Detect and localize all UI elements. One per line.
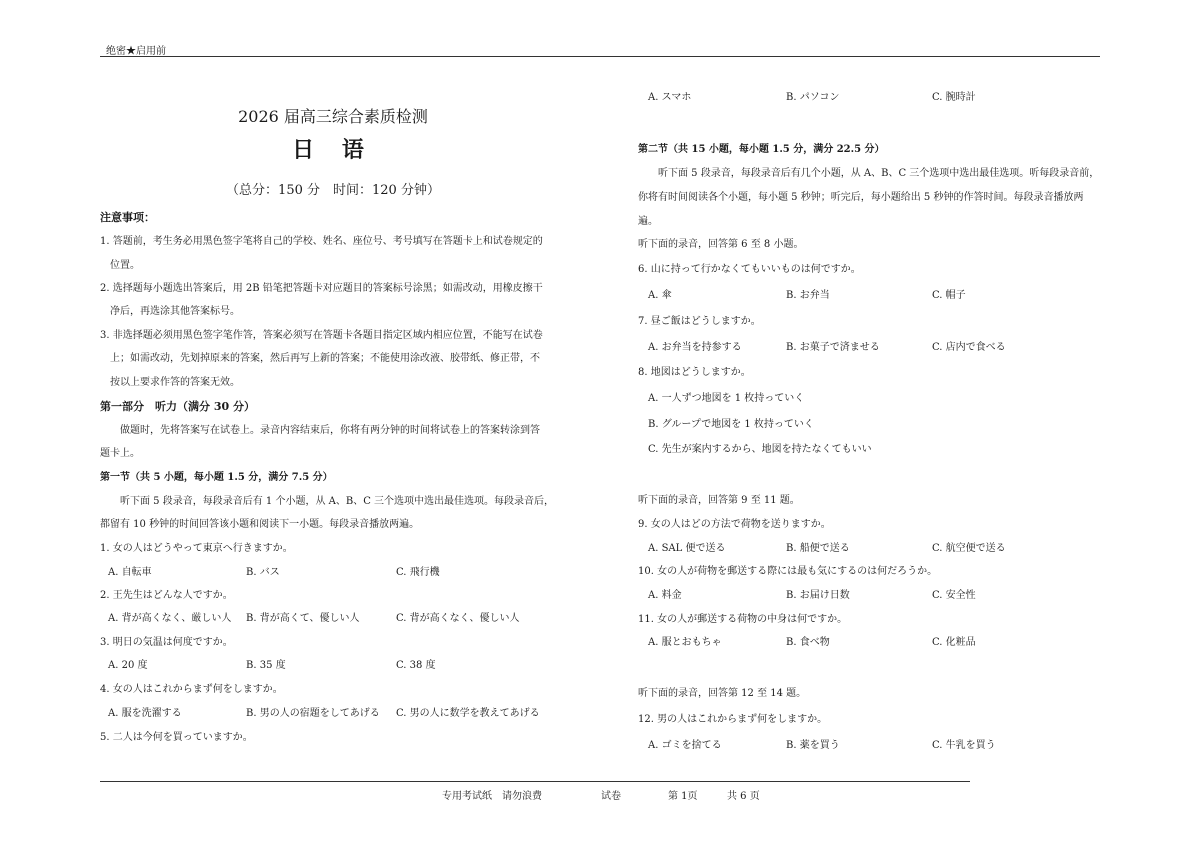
option-b: B. パソコン: [786, 92, 840, 103]
section2-intro: 你将有时间阅读各个小题，每小题 5 秒钟；听完后，每小题给出 5 秒钟的作答时间。每段录音播放两: [638, 192, 1084, 203]
question-10: 10. 女の人が荷物を郵送する際には最も気にするのは何だろうか。: [638, 566, 938, 577]
question-7: 7. 昼ご飯はどうしますか。: [638, 316, 761, 327]
option-c: C. 化粧品: [932, 637, 976, 648]
option-c: C. 男の人に数学を教えてあげる: [396, 708, 540, 719]
question-6: 6. 山に持って行かなくてもいいものは何ですか。: [638, 264, 861, 275]
notice-line: 2. 选择题每小题选出答案后，用 2B 铅笔把答题卡对应题目的答案标号涂黑；如需改动，用橡皮擦干: [100, 283, 543, 294]
option-a: A. 一人ずつ地図を 1 枚持っていく: [648, 393, 805, 404]
option-b: B. 食べ物: [786, 637, 830, 648]
option-b: B. 男の人の宿題をしてあげる: [246, 708, 380, 719]
option-a: A. 料金: [648, 590, 682, 601]
footer-total-pages: 共 6 页: [727, 791, 760, 802]
option-c: C. 牛乳を買う: [932, 740, 996, 751]
section1-intro: 都留有 10 秒钟的时间回答该小题和阅读下一小题。每段录音播放两遍。: [100, 519, 420, 530]
option-a: A. 服を洗濯する: [108, 708, 182, 719]
notice-line: 3. 非选择题必须用黑色签字笔作答，答案必须写在答题卡各题目指定区域内相应位置，不能写在试卷: [100, 330, 543, 341]
part1-intro: 做题时，先将答案写在试卷上。录音内容结束后，你将有两分钟的时间将试卷上的答案转涂到答: [120, 425, 540, 436]
confidential-label: 绝密★启用前: [106, 46, 166, 57]
question-4: 4. 女の人はこれからまず何をしますか。: [100, 684, 283, 695]
question-9: 9. 女の人はどの方法で荷物を送りますか。: [638, 519, 831, 530]
option-b: B. 薬を買う: [786, 740, 840, 751]
option-a: A. 背が高くなく、厳しい人: [108, 613, 232, 624]
group-instruction: 听下面的录音，回答第 12 至 14 题。: [638, 688, 807, 699]
exam-subject: 日 语: [292, 137, 374, 163]
option-b: B. お菓子で済ませる: [786, 342, 880, 353]
footer-rule: [100, 781, 970, 782]
option-c: C. 航空便で送る: [932, 543, 1006, 554]
option-c: C. 店内で食べる: [932, 342, 1006, 353]
notice-line: 1. 答题前，考生务必用黑色签字笔将自己的学校、姓名、座位号、考号填写在答题卡上和试卷规定的: [100, 236, 543, 247]
option-a: A. お弁当を持参する: [648, 342, 742, 353]
exam-meta: （总分：150 分 时间：120 分钟）: [226, 183, 440, 198]
notice-line: 上；如需改动，先划掉原来的答案，然后再写上新的答案；不能使用涂改液、胶带纸、修正带，不: [110, 353, 540, 364]
page-footer: [0, 787, 1200, 801]
question-11: 11. 女の人が郵送する荷物の中身は何ですか。: [638, 614, 848, 625]
section1-heading: 第一节（共 5 小题，每小题 1.5 分，满分 7.5 分）: [100, 472, 333, 483]
section2-heading: 第二节（共 15 小题，每小题 1.5 分，满分 22.5 分）: [638, 144, 885, 155]
option-b: B. 35 度: [246, 660, 286, 671]
option-b: B. お届け日数: [786, 590, 850, 601]
option-c: C. 飛行機: [396, 567, 440, 578]
option-a: A. スマホ: [648, 92, 692, 103]
notice-heading: 注意事项：: [100, 211, 155, 224]
question-3: 3. 明日の気温は何度ですか。: [100, 637, 233, 648]
option-b: B. お弁当: [786, 290, 830, 301]
question-8: 8. 地図はどうしますか。: [638, 367, 751, 378]
option-b: B. バス: [246, 567, 280, 578]
part1-heading: 第一部分 听力（满分 30 分）: [100, 400, 255, 413]
footer-page-number: 第 1页: [668, 791, 698, 802]
option-a: A. 20 度: [108, 660, 148, 671]
question-1: 1. 女の人はどうやって東京へ行きますか。: [100, 543, 293, 554]
group-instruction: 听下面的录音，回答第 6 至 8 小题。: [638, 239, 804, 250]
part1-intro: 题卡上。: [100, 448, 140, 459]
option-b: B. 船便で送る: [786, 543, 850, 554]
section2-intro: 遍。: [638, 216, 658, 227]
section1-intro: 听下面 5 段录音，每段录音后有 1 个小题，从 A、B、C 三个选项中选出最佳选项。每段录音后，: [120, 496, 555, 507]
footer-paper-note: 专用考试纸 请勿浪费: [442, 791, 542, 802]
option-c: C. 先生が案内するから、地図を持たなくてもいい: [648, 444, 872, 455]
option-b: B. 背が高くて、優しい人: [246, 613, 360, 624]
option-a: A. 傘: [648, 290, 672, 301]
option-c: C. 安全性: [932, 590, 976, 601]
notice-line: 净后，再选涂其他答案标号。: [110, 306, 240, 317]
option-c: C. 38 度: [396, 660, 436, 671]
option-a: A. ゴミを捨てる: [648, 740, 722, 751]
notice-line: 位置。: [110, 260, 140, 271]
option-b: B. グループで地図を 1 枚持っていく: [648, 419, 814, 430]
option-a: A. SAL 便で送る: [648, 543, 726, 554]
exam-title: 2026 届高三综合素质检测: [238, 107, 428, 126]
question-5: 5. 二人は今何を買っていますか。: [100, 732, 253, 743]
option-c: C. 背が高くなく、優しい人: [396, 613, 520, 624]
section2-intro: 听下面 5 段录音，每段录音后有几个小题，从 A、B、C 三个选项中选出最佳选项。听每段录音前，: [658, 168, 1100, 179]
footer-type: 试卷: [601, 791, 621, 802]
notice-line: 按以上要求作答的答案无效。: [110, 377, 240, 388]
question-12: 12. 男の人はこれからまず何をしますか。: [638, 714, 828, 725]
option-a: A. 自転車: [108, 567, 152, 578]
option-a: A. 服とおもちゃ: [648, 637, 722, 648]
question-2: 2. 王先生はどんな人ですか。: [100, 590, 233, 601]
header-rule: [100, 56, 1100, 57]
option-c: C. 腕時計: [932, 92, 976, 103]
option-c: C. 帽子: [932, 290, 966, 301]
group-instruction: 听下面的录音，回答第 9 至 11 题。: [638, 495, 800, 506]
